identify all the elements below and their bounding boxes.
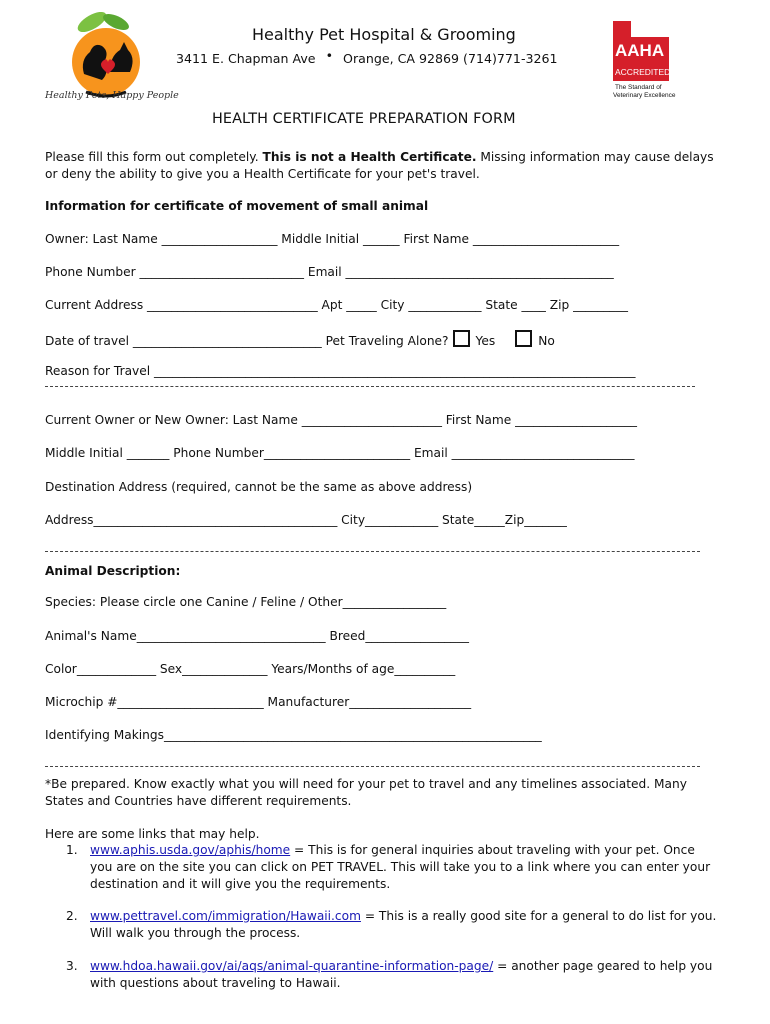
travel-date-field[interactable]: Date of travel _______________________________ Pet Traveling Alone?: [45, 334, 449, 348]
list-number: 2.: [66, 909, 78, 923]
reason-field[interactable]: Reason for Travel _______________________________________________________________________________: [45, 364, 636, 378]
aaha-line2: Veterinary Excellence: [613, 92, 676, 99]
prepared-note-2: States and Countries have different requirements.: [45, 794, 352, 808]
animal-name-breed-fields[interactable]: Animal's Name_______________________________ Breed_________________: [45, 629, 469, 643]
aaha-box: [613, 37, 669, 81]
pettravel-link[interactable]: www.pettravel.com/immigration/Hawaii.com: [90, 909, 361, 923]
logo-tagline: Healthy Pets, Happy People: [45, 90, 179, 101]
no-label: No: [538, 334, 555, 348]
divider-2: [45, 551, 700, 552]
owner-name-fields[interactable]: Owner: Last Name ___________________ Middle Initial ______ First Name ________________________: [45, 232, 620, 246]
link-description: = another page geared to help you with questions about traveling to Hawaii.: [90, 959, 713, 990]
link-description: = This is a really good site for a general to do list for you. Will walk you through the process.: [90, 909, 717, 940]
aaha-mark: AAHA: [615, 41, 665, 60]
yes-checkbox[interactable]: [453, 330, 470, 347]
no-checkbox[interactable]: [515, 330, 532, 347]
intro-text-b: Missing information may cause delays: [476, 150, 714, 164]
prepared-note-1: *Be prepared. Know exactly what you will need for your pet to travel and any timelines associated. Many: [45, 777, 687, 791]
new-owner-contact-fields[interactable]: Middle Initial _______ Phone Number________________________ Email ______________________________: [45, 446, 635, 460]
animal-section-heading: Animal Description:: [45, 564, 181, 578]
hdoa-link[interactable]: www.hdoa.hawaii.gov/ai/aqs/animal-quarantine-information-page/: [90, 959, 494, 973]
microchip-fields[interactable]: Microchip #________________________ Manufacturer____________________: [45, 695, 472, 709]
aaha-line1: The Standard of: [615, 84, 662, 91]
travel-date-row: [45, 330, 555, 349]
divider-3: [45, 766, 700, 767]
links-intro: Here are some links that may help.: [45, 827, 260, 841]
intro-text-a: Please fill this form out completely.: [45, 150, 263, 164]
divider-1: [45, 386, 695, 387]
intro-line-1: [45, 149, 714, 165]
list-number: 1.: [66, 843, 78, 857]
intro-bold: This is not a Health Certificate.: [262, 150, 477, 164]
phone-email-fields[interactable]: Phone Number ___________________________ Email ____________________________________________: [45, 265, 614, 279]
form-title: HEALTH CERTIFICATE PREPARATION FORM: [212, 111, 516, 127]
intro-line-2: or deny the ability to give you a Health Certificate for your pet's travel.: [45, 167, 480, 181]
identifying-marks-field[interactable]: Identifying Makings______________________________________________________________: [45, 728, 542, 742]
section-heading-owner: Information for certificate of movement of small animal: [45, 199, 429, 213]
aphis-link[interactable]: www.aphis.usda.gov/aphis/home: [90, 843, 291, 857]
separator-bullet: •: [325, 48, 334, 63]
destination-note: Destination Address (required, cannot be the same as above address): [45, 480, 473, 494]
city-phone: Orange, CA 92869 (714)771-3261: [343, 51, 558, 66]
aaha-accredited: ACCREDITED: [615, 67, 671, 77]
clinic-address: [176, 48, 558, 66]
street-address: 3411 E. Chapman Ave: [176, 51, 316, 66]
destination-address-fields[interactable]: Address________________________________________ City____________ State_____Zip_______: [45, 513, 567, 527]
list-number: 3.: [66, 959, 78, 973]
clinic-name: Healthy Pet Hospital & Grooming: [252, 25, 516, 44]
species-field[interactable]: Species: Please circle one Canine / Feline / Other_________________: [45, 595, 447, 609]
color-sex-age-fields[interactable]: Color_____________ Sex______________ Years/Months of age__________: [45, 662, 456, 676]
aaha-badge: [613, 21, 676, 101]
yes-label: Yes: [475, 334, 496, 348]
link-description: = This is for general inquiries about traveling with your pet. Once you are on the site you can click on PET TRAVEL. This will take you to a link where you can enter your destination and it will give you the requirements.: [90, 843, 711, 891]
new-owner-name-fields[interactable]: Current Owner or New Owner: Last Name _______________________ First Name ____________________: [45, 413, 638, 427]
current-address-fields[interactable]: Current Address ____________________________ Apt _____ City ____________ State ____ Zip _________: [45, 298, 628, 312]
